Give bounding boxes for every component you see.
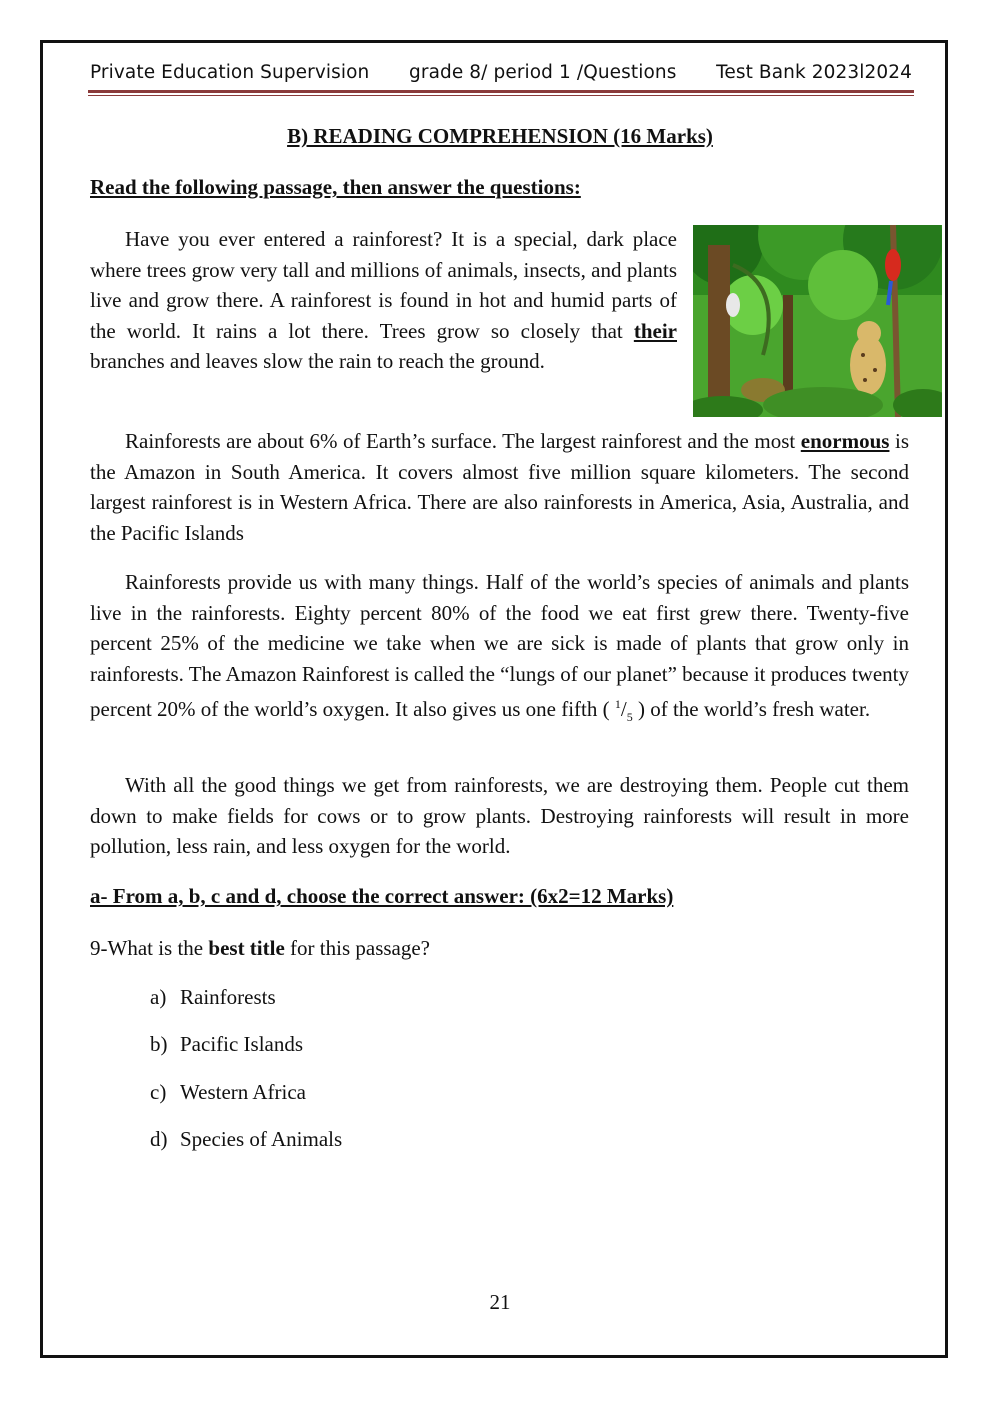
p1-text-a: Have you ever entered a rainforest? It is a special, dark place where trees grow very tall and millions of animals, insects, and plants live and grow there. A rainforest is found in hot and humid parts of the world. It rains a lot there. Trees grow so closely that — [90, 227, 677, 343]
question-suffix: for this passage? — [284, 936, 431, 960]
option-letter: a) — [150, 985, 167, 1009]
question-prefix: 9-What is the — [90, 936, 209, 960]
option-text: Rainforests — [180, 985, 276, 1009]
passage-paragraph-3 — [90, 567, 909, 733]
fraction-denominator: 5 — [626, 710, 633, 725]
fraction-one-fifth — [614, 697, 633, 725]
header-center: grade 8/ period 1 /Questions — [409, 62, 677, 83]
option-b[interactable] — [150, 1032, 303, 1057]
option-text: Species of Animals — [180, 1127, 343, 1151]
header-left: Private Education Supervision — [90, 62, 370, 83]
question-9 — [90, 936, 430, 961]
header-right: Test Bank 2023l2024 — [716, 62, 912, 83]
fraction-slash: / — [620, 697, 627, 721]
page-header — [90, 62, 912, 83]
rainforest-illustration — [693, 225, 942, 417]
option-letter: c) — [150, 1080, 167, 1104]
option-letter: b) — [150, 1032, 168, 1056]
header-rule-thin — [88, 95, 914, 96]
option-d[interactable] — [150, 1127, 342, 1152]
p3-text-c: ) of the world’s fresh water. — [632, 697, 871, 721]
p3-text-a: Rainforests provide us with many things. Half of the world’s species of animals and plants live in the rainforests. Eighty percent 80% of the food we eat first grew there. Twenty-five percent 25% of the medicine we take when we are sick is made of plants that grow only in rainforests. The Amazon Rainforest is called the “lungs of our planet” because it produces twenty percent 20% of the world’s oxygen. It also gives us one fifth ( — [90, 570, 909, 721]
option-letter: d) — [150, 1127, 168, 1151]
p2-text-c: is the Amazon in South America. It covers almost five million square kilometers. The second largest rainforest is in Western Africa. There are also rainforests in America, Asia, Australia, and the Pacific Islands — [90, 429, 909, 545]
passage-paragraph-2 — [90, 426, 909, 548]
section-title: B) READING COMPREHENSION (16 Marks) — [287, 124, 713, 148]
page-number: 21 — [489, 1290, 511, 1314]
passage-paragraph-4: With all the good things we get from rainforests, we are destroying them. People cut them down to make fields for cows or to grow plants. Destroying rainforests will result in more pollution, less rain, and less oxygen for the world. — [90, 773, 909, 858]
header-rule — [88, 90, 914, 93]
instructions: Read the following passage, then answer the questions: — [90, 175, 581, 199]
option-a[interactable] — [150, 985, 276, 1010]
passage-paragraph-1 — [90, 224, 677, 377]
option-text: Western Africa — [180, 1080, 306, 1104]
questions-heading: a- From a, b, c and d, choose the correct answer: (6x2=12 Marks) — [90, 884, 674, 908]
option-c[interactable] — [150, 1080, 306, 1105]
p1-underlined-word: their — [633, 318, 677, 343]
p2-underlined-word: enormous — [800, 429, 890, 453]
fraction-numerator: 1 — [614, 697, 621, 711]
p2-text-a: Rainforests are about 6% of Earth’s surface. The largest rainforest and the most — [125, 429, 801, 453]
p1-text-c: branches and leaves slow the rain to reach the ground. — [90, 349, 545, 373]
question-bold: best title — [208, 936, 285, 960]
option-text: Pacific Islands — [180, 1032, 304, 1056]
